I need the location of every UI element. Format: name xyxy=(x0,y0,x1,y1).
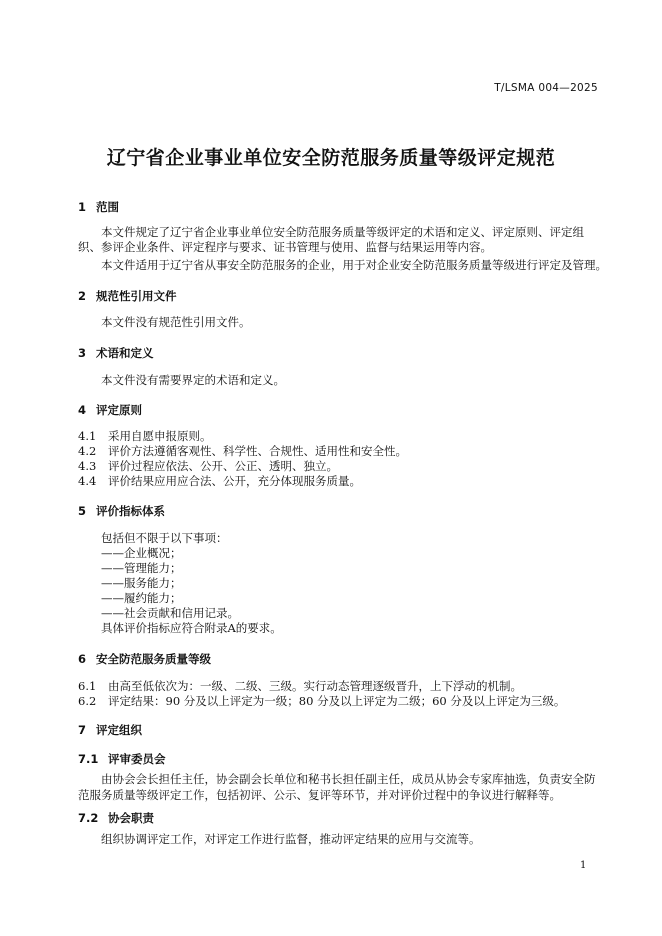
document-title: 辽宁省企业事业单位安全防范服务质量等级评定规范 xyxy=(106,147,556,169)
clause-6-2 xyxy=(78,693,565,709)
section-1-heading xyxy=(78,199,119,215)
document-code: T/LSMA 004—2025 xyxy=(494,82,598,94)
clause-number: 6.2 xyxy=(78,694,97,708)
clause-6-1 xyxy=(78,678,522,694)
section-number: 3 xyxy=(78,346,87,360)
clause-number: 4.2 xyxy=(78,444,97,458)
clause-text: 由高至低依次为：一级、二级、三级。实行动态管理逐级晋升，上下浮动的机制。 xyxy=(108,679,522,693)
subsection-number: 7.1 xyxy=(78,752,99,766)
section-title: 安全防范服务质量等级 xyxy=(96,652,211,666)
section-2-paragraph: 本文件没有规范性引用文件。 xyxy=(101,315,251,329)
clause-4-3 xyxy=(78,458,338,474)
list-item: ——社会贡献和信用记录。 xyxy=(101,606,239,620)
section-title: 评定原则 xyxy=(96,403,142,417)
clause-number: 4.1 xyxy=(78,429,97,443)
section-number: 4 xyxy=(78,403,87,417)
subsection-title: 评审委员会 xyxy=(108,752,166,766)
section-number: 5 xyxy=(78,504,87,518)
list-item: ——履约能力； xyxy=(101,591,182,605)
subsection-7-2-heading xyxy=(78,810,154,826)
list-item: ——管理能力； xyxy=(101,561,182,575)
list-item: ——企业概况； xyxy=(101,546,182,560)
page-number: 1 xyxy=(580,860,587,871)
section-5-intro: 包括但不限于以下事项： xyxy=(101,531,228,545)
subsection-7-2-paragraph: 组织协调评定工作，对评定工作进行监督，推动评定结果的应用与交流等。 xyxy=(101,832,481,846)
section-4-heading xyxy=(78,402,142,418)
clause-number: 4.3 xyxy=(78,459,97,473)
clause-number: 4.4 xyxy=(78,474,97,488)
section-number: 1 xyxy=(78,200,87,214)
section-3-heading xyxy=(78,345,154,361)
section-5-outro: 具体评价指标应符合附录A的要求。 xyxy=(101,621,282,635)
subsection-7-1-paragraph: 由协会会长担任主任，协会副会长单位和秘书长担任副主任，成员从协会专家库抽选，负责安全防范服务质量等级评定工作，包括初评、公示、复评等环节，并对评价过程中的争议进行解释等。 xyxy=(78,772,596,802)
clause-text: 评价结果应用应合法、公开，充分体现服务质量。 xyxy=(108,474,361,488)
subsection-title: 协会职责 xyxy=(108,811,154,825)
section-1-paragraph-1: 本文件规定了辽宁省企业事业单位安全防范服务质量等级评定的术语和定义、评定原则、评定组织、参评企业条件、评定程序与要求、证书管理与使用、监督与结果运用等内容。 xyxy=(78,225,584,254)
clause-text: 评价过程应依法、公开、公正、透明、独立。 xyxy=(108,459,338,473)
list-item: ——服务能力； xyxy=(101,576,182,590)
section-title: 评价指标体系 xyxy=(96,504,165,518)
subsection-7-1-heading xyxy=(78,751,166,767)
section-number: 7 xyxy=(78,723,87,737)
clause-4-1 xyxy=(78,428,212,444)
section-2-heading xyxy=(78,288,177,304)
clause-4-2 xyxy=(78,443,407,459)
section-6-heading xyxy=(78,651,211,667)
clause-text: 评价方法遵循客观性、科学性、合规性、适用性和安全性。 xyxy=(108,444,407,458)
section-number: 6 xyxy=(78,652,87,666)
subsection-number: 7.2 xyxy=(78,811,99,825)
clause-text: 采用自愿申报原则。 xyxy=(108,429,212,443)
clause-number: 6.1 xyxy=(78,679,97,693)
clause-4-4 xyxy=(78,473,361,489)
section-5-heading xyxy=(78,503,165,519)
section-title: 评定组织 xyxy=(96,723,142,737)
section-7-heading xyxy=(78,722,142,738)
section-title: 范围 xyxy=(96,200,119,214)
section-1-paragraph-2: 本文件适用于辽宁省从事安全防范服务的企业，用于对企业安全防范服务质量等级进行评定及管理。 xyxy=(101,258,607,272)
section-number: 2 xyxy=(78,289,87,303)
section-title: 术语和定义 xyxy=(96,346,154,360)
clause-text: 评定结果：90 分及以上评定为一级；80 分及以上评定为二级；60 分及以上评定为三级。 xyxy=(108,694,566,708)
section-3-paragraph: 本文件没有需要界定的术语和定义。 xyxy=(101,373,285,387)
section-title: 规范性引用文件 xyxy=(96,289,177,303)
